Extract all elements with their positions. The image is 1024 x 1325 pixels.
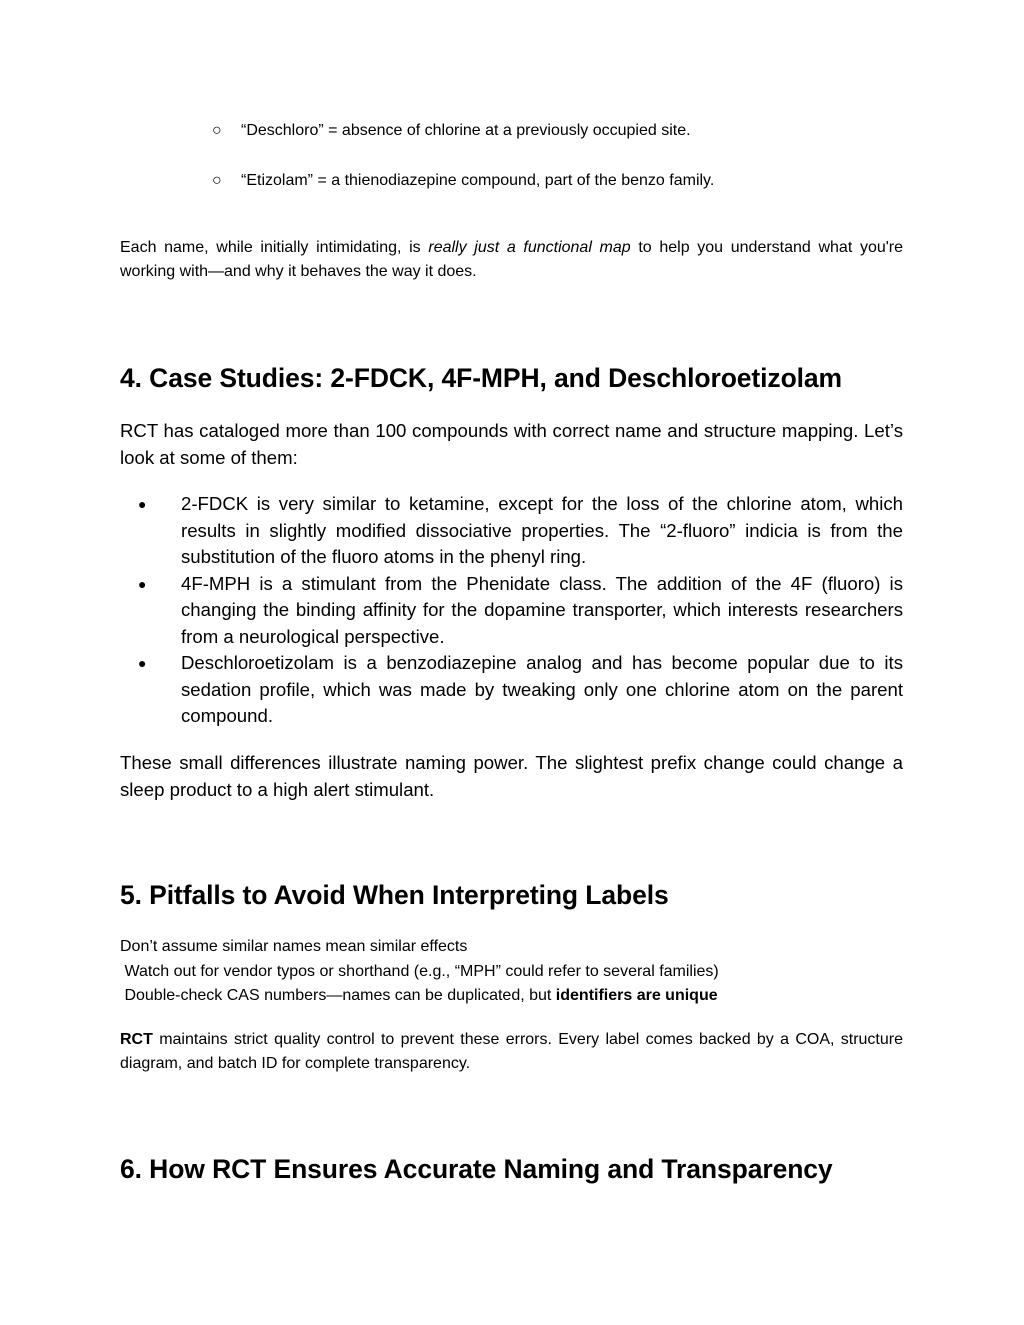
list-item-text: Deschloroetizolam is a benzodiazepine analog and has become popular due to its sedation profile, which was made by tweaking only one chlorine atom on the parent compound. (181, 652, 903, 726)
section-4-outro: These small differences illustrate naming power. The slightest prefix change could change a sleep product to a high alert stimulant. (120, 752, 903, 800)
list-item (120, 571, 903, 651)
filled-circle-bullet-icon: ● (138, 575, 147, 592)
pitfall-lines (120, 935, 903, 1009)
rct-quality-paragraph (120, 1028, 903, 1076)
pitfall-line-text: Double-check CAS numbers—names can be duplicated, but (120, 987, 556, 1004)
section-4-heading: 4. Case Studies: 2-FDCK, 4F-MPH, and Deschloroetizolam (120, 363, 843, 393)
intro-text-end: to help you understand what you're working with—and why it behaves the way it does. (120, 239, 904, 280)
list-item (212, 119, 902, 143)
sub-bullet-list (212, 119, 902, 219)
rct-text: maintains strict quality control to prevent these errors. Every label comes backed by a COA, structure diagram, and batch ID for complete transparency. (120, 1031, 903, 1072)
list-item-text: 2-FDCK is very similar to ketamine, except for the loss of the chlorine atom, which results in slightly modified dissociative properties. The “2-fluoro” indicia is from the substitution of the fluoro atoms in the phenyl ring. (181, 493, 903, 567)
rct-bold: RCT (120, 1031, 153, 1048)
intro-text-start: Each name, while initially intimidating, is (120, 239, 429, 256)
list-item-text: 4F-MPH is a stimulant from the Phenidate class. The addition of the 4F (fluoro) is changing the binding affinity for the dopamine transporter, which interests researchers from a neurological perspective. (181, 572, 903, 647)
case-study-list (120, 491, 903, 730)
hollow-circle-bullet-icon: ○ (212, 172, 222, 189)
section-6-heading: 6. How RCT Ensures Accurate Naming and Transparency (120, 1154, 833, 1184)
list-item (120, 491, 903, 571)
filled-circle-bullet-icon: ● (138, 496, 147, 512)
section-5-heading: 5. Pitfalls to Avoid When Interpreting Labels (120, 880, 669, 910)
pitfall-line: Watch out for vendor typos or shorthand (e.g., “MPH” could refer to several families) (120, 962, 719, 980)
list-item-text: “Etizolam” = a thienodiazepine compound, part of the benzo family. (241, 172, 715, 189)
section-4-intro: RCT has cataloged more than 100 compounds with correct name and structure mapping. Let’s look at some of them: (120, 420, 903, 468)
intro-text-italic: really just a functional map (428, 239, 631, 256)
list-item (120, 650, 903, 730)
filled-circle-bullet-icon: ● (138, 655, 147, 671)
pitfall-line: Don’t assume similar names mean similar effects (120, 938, 468, 955)
list-item-text: “Deschloro” = absence of chlorine at a previously occupied site. (241, 122, 691, 139)
list-item (212, 169, 902, 193)
pitfall-line (120, 984, 903, 1009)
hollow-circle-bullet-icon: ○ (212, 122, 222, 139)
intro-paragraph (120, 236, 903, 284)
pitfall-line-bold: identifiers are unique (555, 987, 718, 1004)
